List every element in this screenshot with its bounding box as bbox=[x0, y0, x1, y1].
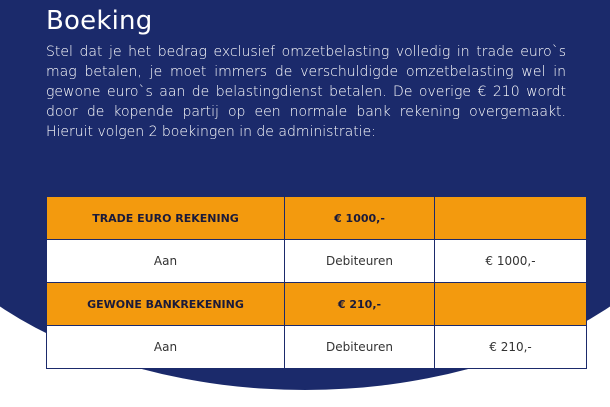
slide-title: Boeking bbox=[46, 6, 153, 36]
table-cell: € 210,- bbox=[285, 283, 435, 326]
booking-table bbox=[46, 196, 587, 369]
table-cell: € 1000,- bbox=[285, 197, 435, 240]
table-header-row-gewone-bank bbox=[47, 283, 587, 326]
table-cell: GEWONE BANKREKENING bbox=[47, 283, 285, 326]
table-cell: Aan bbox=[47, 240, 285, 283]
table-cell: € 210,- bbox=[435, 326, 587, 369]
table-cell bbox=[435, 283, 587, 326]
table-cell: Debiteuren bbox=[285, 326, 435, 369]
table-row bbox=[47, 240, 587, 283]
table-header-row-trade-euro bbox=[47, 197, 587, 240]
table-cell: € 1000,- bbox=[435, 240, 587, 283]
table-cell bbox=[435, 197, 587, 240]
table-cell: TRADE EURO REKENING bbox=[47, 197, 285, 240]
table-cell: Debiteuren bbox=[285, 240, 435, 283]
table-row bbox=[47, 326, 587, 369]
slide-paragraph: Stel dat je het bedrag exclusief omzetbelasting volledig in trade euro`s mag betalen, je moet immers de verschuldigde omzetbelasting wel in gewone euro`s aan de belastingdienst betalen. De overige € 210 wordt door de kopende partij op een normale bank rekening overgemaakt. Hieruit volgen 2 boekingen in de administratie: bbox=[46, 44, 566, 140]
table-cell: Aan bbox=[47, 326, 285, 369]
